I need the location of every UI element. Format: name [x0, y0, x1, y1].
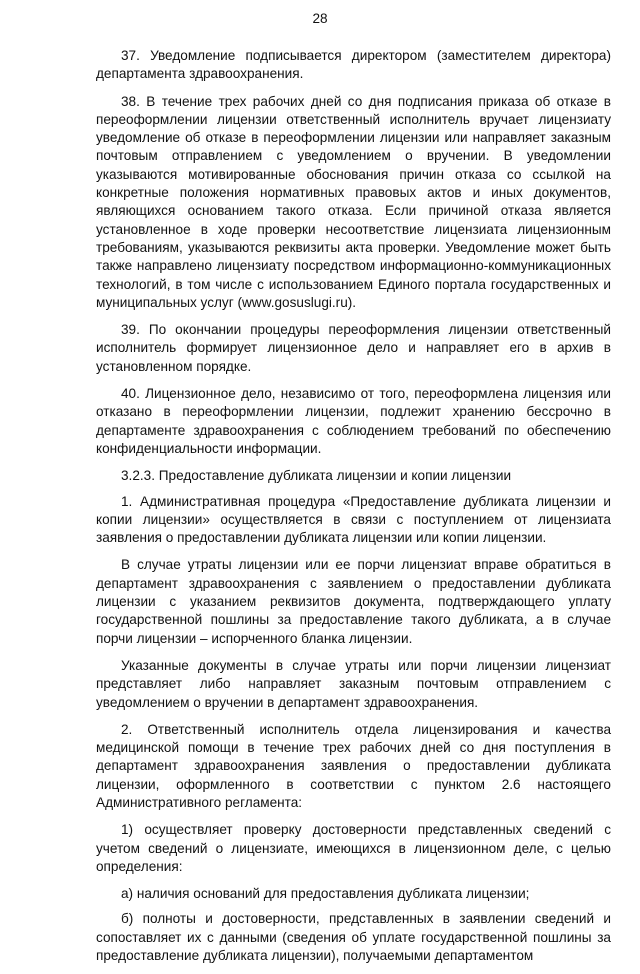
subparagraph-b: б) полноты и достоверности, представленных в заявлении сведений и сопоставляет их с данными (сведения об уплате государственной пошлины за предоставление дубликата лицензии), получаемыми департаментом [96, 911, 611, 964]
section-heading-3-2-3: 3.2.3. Предоставление дубликата лицензии и копии лицензии [121, 468, 512, 484]
paragraph-39: 39. По окончании процедуры переоформления лицензии ответственный исполнитель формирует лицензионное дело и направляет его в архив в установленном порядке. [96, 322, 611, 374]
subparagraph-a: а) наличия оснований для предоставления дубликата лицензии; [121, 886, 530, 902]
paragraph-2: 2. Ответственный исполнитель отдела лицензирования и качества медицинской помощи в течение трех рабочих дней со дня поступления в департамент здравоохранения заявления о предоставлении дубликата лицензии, оформленного в соответствии с пунктом 2.6 настоящего Административного регламента: [96, 721, 611, 810]
paragraph-loss-or-damage: В случае утраты лицензии или ее порчи лицензиат вправе обратиться в департамент здравоохранения с заявлением о предоставлении дубликата лицензии с указанием реквизитов документа, подтверждающего уплату государственной пошлины за предоставление такого дубликата, а в случае порчи лицензии – испорченного бланка лицензии. [96, 557, 611, 646]
paragraph-40: 40. Лицензионное дело, независимо от того, переоформлена лицензия или отказано в переоформлении лицензии, подлежит хранению бессрочно в департаменте здравоохранения с соблюдением требований по обеспечению конфиденциальности информации. [96, 386, 611, 456]
subparagraph-1: 1) осуществляет проверку достоверности представленных сведений с учетом сведений о лицензиате, имеющихся в лицензионном деле, с целью определения: [96, 822, 611, 874]
paragraph-1: 1. Административная процедура «Предоставление дубликата лицензии и копии лицензии» осуществляется в связи с поступлением от лицензиата заявления о предоставлении дубликата лицензии или копии лицензии. [96, 493, 611, 546]
document-body [96, 47, 611, 974]
page-number: 28 [312, 11, 328, 26]
paragraph-documents-submission: Указанные документы в случае утраты или порчи лицензии лицензиат представляет либо направляет заказным почтовым отправлением с уведомлением о вручении в департамент здравоохранения. [96, 657, 611, 710]
paragraph-38: 38. В течение трех рабочих дней со дня подписания приказа об отказе в переоформлении лицензии ответственный исполнитель вручает лицензиату уведомление об отказе в переоформлении лицензии или направляет заказным почтовым отправлением с уведомлением о вручении. В уведомлении указываются мотивированные обоснования причин отказа со ссылкой на конкретные положения нормативных правовых актов и иных документов, являющихся основанием такого отказа. Если причиной отказа является установленное в ходе проверки несоответствие лицензиата лицензионным требованиям, указываются реквизиты акта проверки. Уведомление может быть также направлено лицензиату посредством информационно-коммуникационных технологий, в том числе с использованием Единого портала государственных и муниципальных услуг (www.gosuslugi.ru). [96, 93, 611, 310]
paragraph-37: 37. Уведомление подписывается директором (заместителем директора) департамента здравоохранения. [96, 48, 611, 82]
